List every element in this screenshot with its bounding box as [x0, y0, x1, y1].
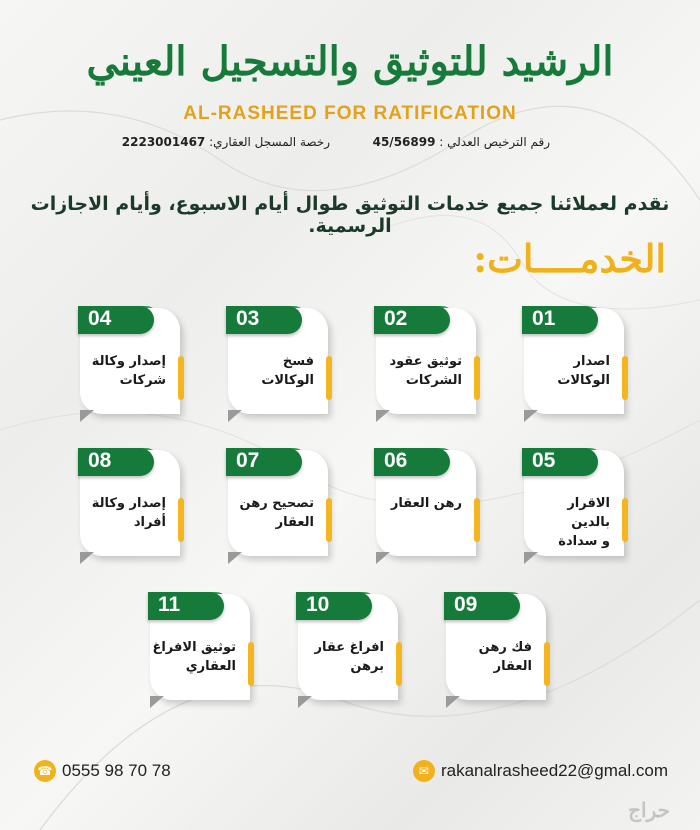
service-card-08[interactable]: 08 إصدار وكالة أفراد [80, 450, 180, 560]
realestate-license-label: رخصة المسجل العقاري: [209, 135, 330, 149]
service-card-01[interactable]: 01 اصدار الوكالات [524, 308, 624, 418]
logo-arabic: الرشيد للتوثيق والتسجيل العيني [86, 38, 614, 85]
email-contact[interactable] [413, 760, 668, 782]
judicial-license [373, 135, 550, 149]
judicial-license-label: رقم الترخيص العدلي : [439, 135, 550, 149]
logo-english: AL-RASHEED FOR RATIFICATION [183, 103, 517, 124]
phone-icon: ☎ [34, 760, 56, 782]
watermark: حراج [628, 798, 670, 822]
service-card-04[interactable]: 04 إصدار وكالة شركات [80, 308, 180, 418]
services-title: الخدمــــات: [473, 236, 666, 281]
service-label: إصدار وكالة شركات [91, 354, 166, 388]
service-card-06[interactable]: 06 رهن العقار [376, 450, 476, 560]
service-label: افراغ عقار برهن [314, 640, 384, 674]
mail-icon: ✉ [413, 760, 435, 782]
phone-contact[interactable] [34, 760, 171, 782]
service-label: تصحيح رهن العقار [239, 496, 314, 530]
service-card-02[interactable]: 02 توثيق عقود الشركات [376, 308, 476, 418]
intro-text: نقدم لعملائنا جميع خدمات التوثيق طوال أيام الاسبوع، وأيام الاجازات الرسمية. [30, 193, 670, 237]
service-card-07[interactable]: 07 تصحيح رهن العقار [228, 450, 328, 560]
phone-number: 0555 98 70 78 [62, 761, 171, 780]
service-card-03[interactable]: 03 فسخ الوكالات [228, 308, 328, 418]
service-label: فسخ الوكالات [261, 354, 314, 388]
service-label: اصدار الوكالات [557, 354, 610, 388]
service-card-11[interactable]: 11 توثيق الافراغ العقاري [150, 594, 250, 704]
service-label: رهن العقار [390, 496, 462, 511]
service-card-09[interactable]: 09 فك رهن العقار [446, 594, 546, 704]
service-label: توثيق الافراغ العقاري [152, 640, 236, 674]
service-card-05[interactable]: 05 الاقرار بالدين و سدادة [524, 450, 624, 560]
realestate-license-value: 2223001467 [121, 135, 206, 149]
service-label: فك رهن العقار [478, 640, 532, 674]
judicial-license-value: 45/56899 [372, 135, 436, 149]
realestate-license [122, 135, 330, 149]
service-label: الاقرار بالدين و سدادة [558, 496, 610, 549]
service-card-10[interactable]: 10 افراغ عقار برهن [298, 594, 398, 704]
email-address: rakanalrasheed22@gmal.com [440, 761, 668, 780]
service-label: توثيق عقود الشركات [389, 354, 462, 388]
service-label: إصدار وكالة أفراد [91, 496, 166, 530]
